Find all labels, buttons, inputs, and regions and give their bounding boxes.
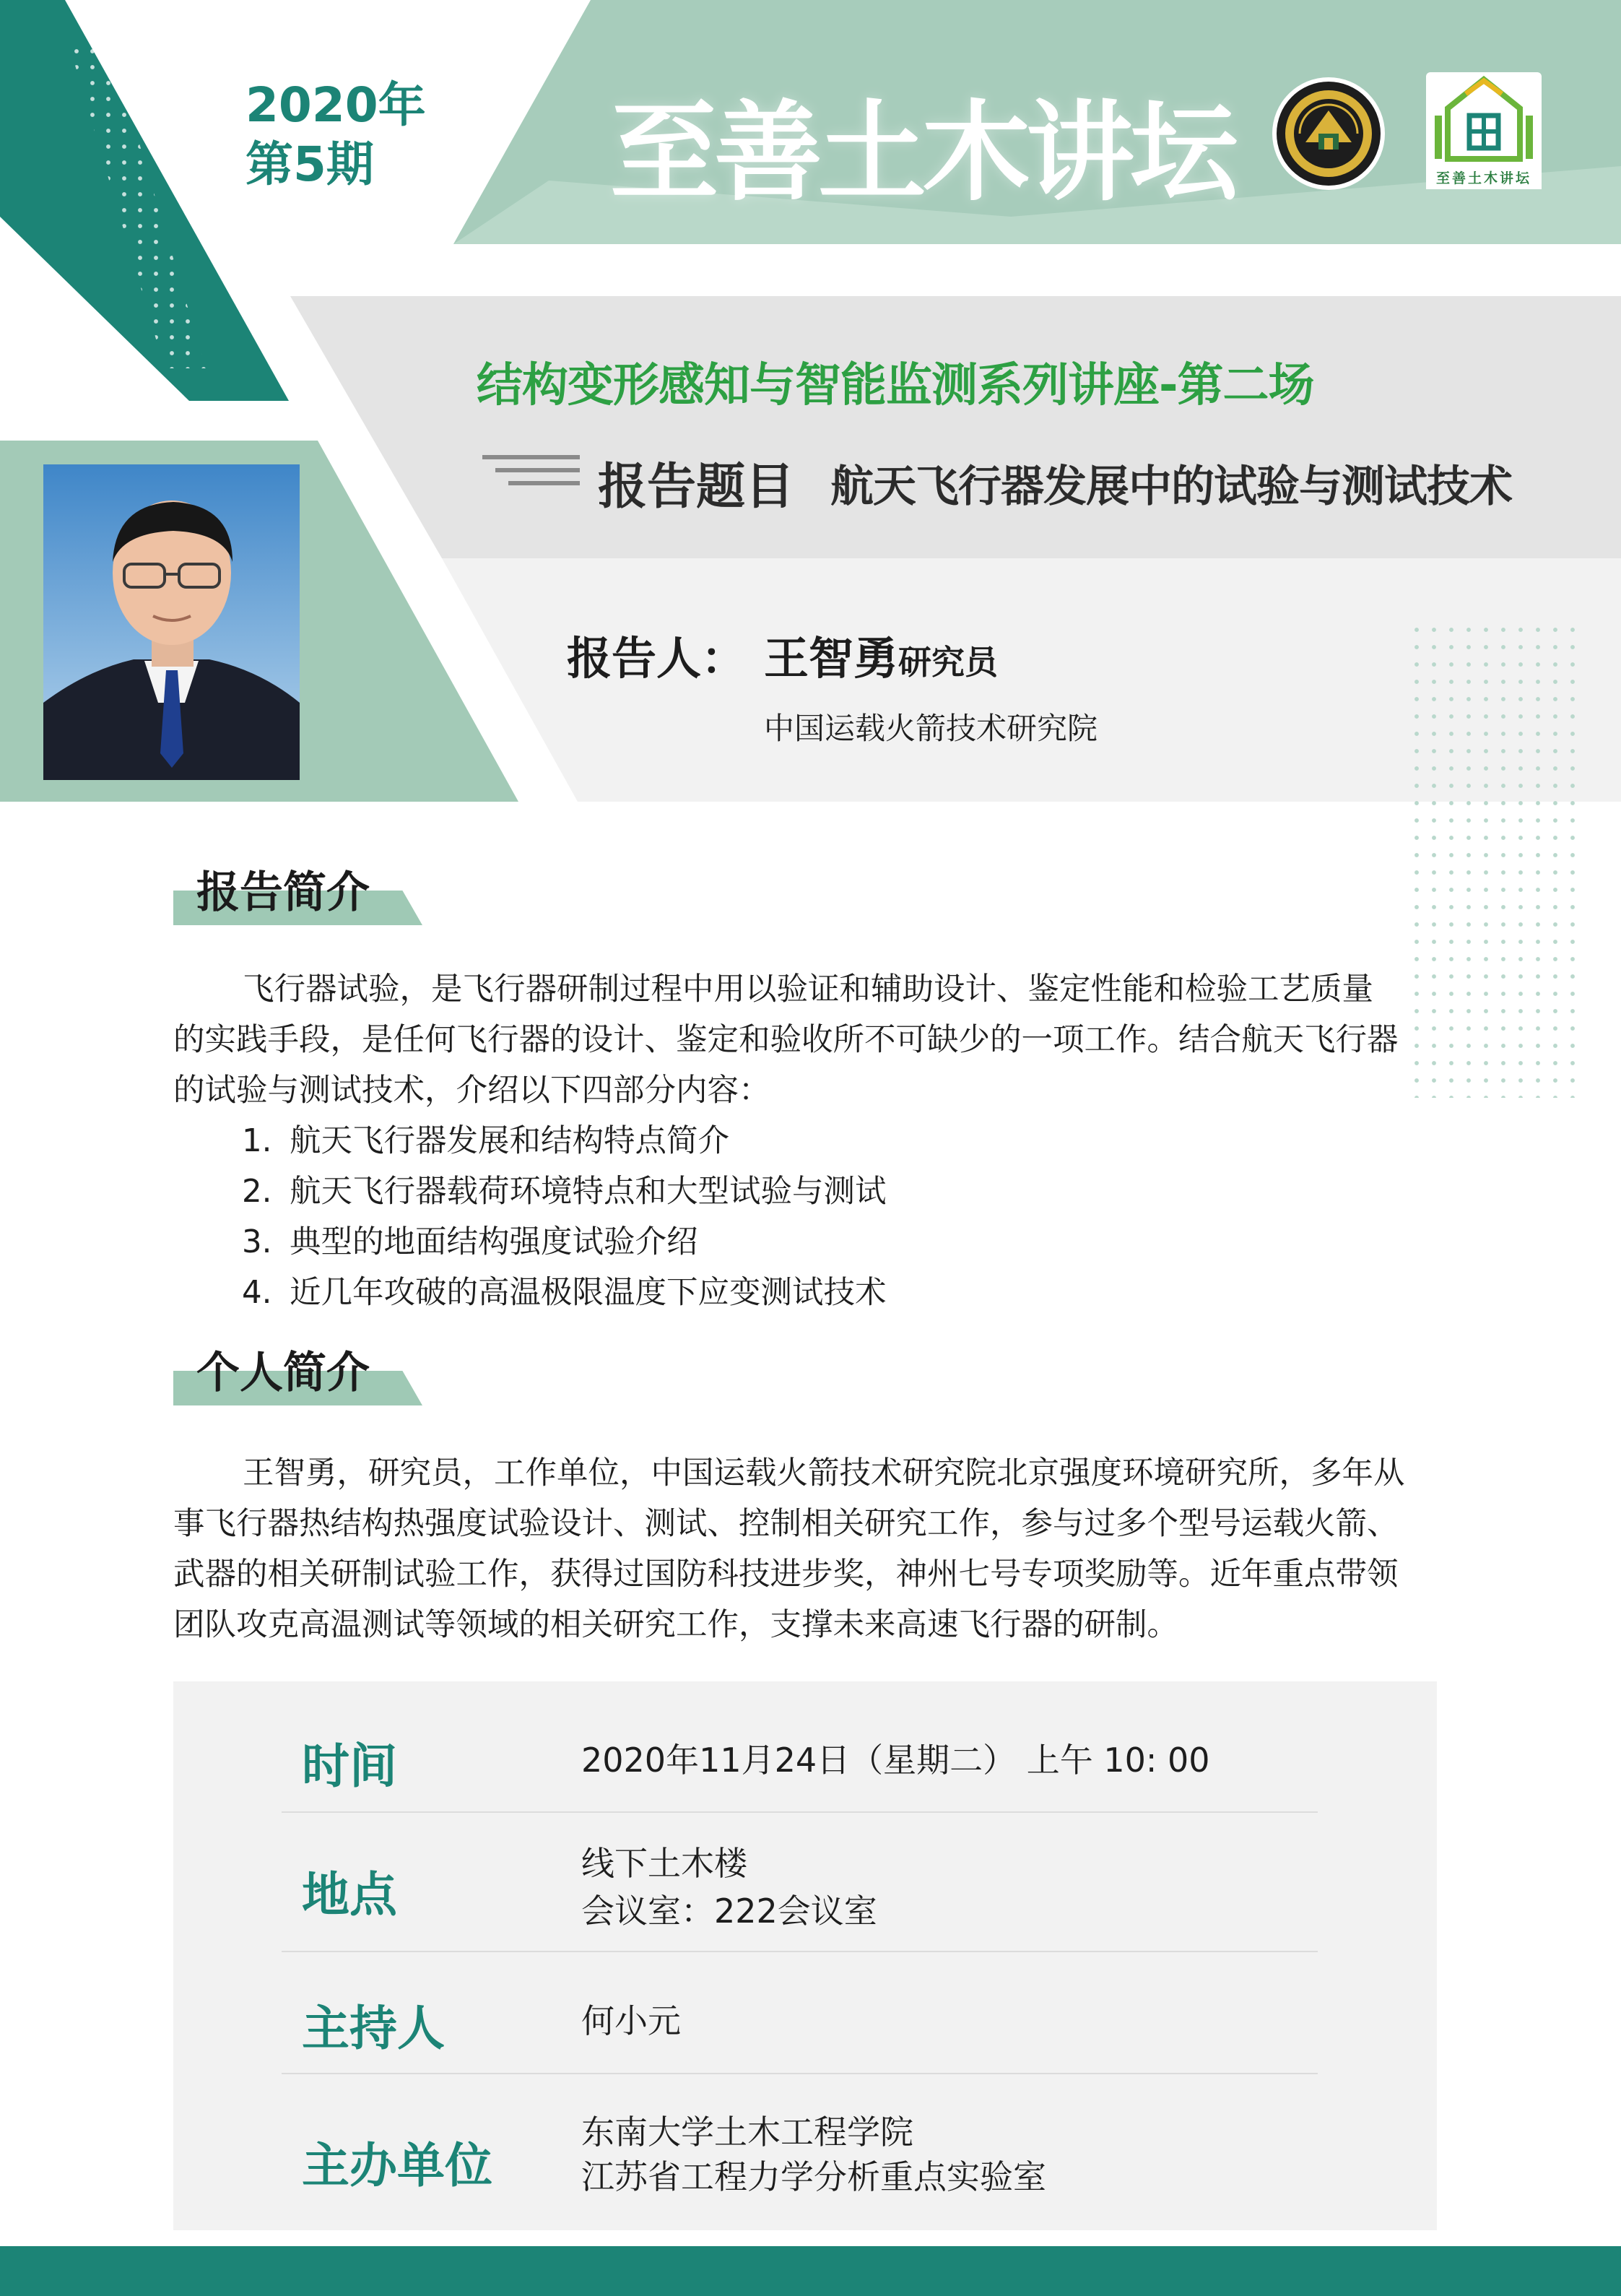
speaker-photo xyxy=(43,464,300,780)
report-topic: 航天飞行器发展中的试验与测试技术 xyxy=(830,462,1512,512)
abstract-body xyxy=(173,964,1404,1116)
organizer-line-2: 江苏省工程力学分析重点实验室 xyxy=(581,2157,1046,2196)
organizer-line-1: 东南大学土木工程学院 xyxy=(581,2113,913,2152)
place-line-2: 会议室：222会议室 xyxy=(581,1892,877,1931)
university-seal-icon xyxy=(1271,76,1386,191)
speaker-name-line xyxy=(764,623,998,687)
abstract-paragraph: 飞行器试验，是飞行器研制过程中用以验证和辅助设计、鉴定性能和检验工艺质量的实践手段，是任何飞行器的设计、鉴定和验收所不可缺少的一项工作。结合航天飞行器的试验与测试技术，介绍以下四部分内容： xyxy=(173,971,1399,1109)
building-icon xyxy=(1426,72,1542,173)
abstract-heading: 报告简介 xyxy=(196,867,370,918)
divider xyxy=(282,2073,1318,2074)
banner-title: 至善土木讲坛 xyxy=(610,90,1235,216)
bio-paragraph: 王智勇，研究员，工作单位，中国运载火箭技术研究院北京强度环境研究所，多年从事飞行器热结构热强度试验设计、测试、控制相关研究工作，参与过多个型号运载火箭、武器的相关研制试验工作，获得过国防科技进步奖，神州七号专项奖励等。近年重点带领团队攻克高温测试等领域的相关研究工作，支撑未来高速飞行器的研制。 xyxy=(173,1455,1405,1643)
divider xyxy=(282,1951,1318,1952)
list-item: 3. 典型的地面结构强度试验介绍 xyxy=(242,1224,698,1260)
bio-heading: 个人简介 xyxy=(196,1348,370,1398)
abstract-list xyxy=(242,1116,887,1318)
logo-caption: 至善土木讲坛 xyxy=(1426,168,1542,189)
series-title: 结构变形感知与智能监测系列讲座-第二场 xyxy=(477,359,1314,412)
title-band xyxy=(290,296,1621,558)
bio-heading-block xyxy=(173,1338,426,1414)
issue-label xyxy=(245,76,426,194)
speaker-title: 研究员 xyxy=(898,643,999,682)
bottom-strip xyxy=(0,2246,1621,2296)
time-value: 2020年11月24日（星期二） 上午 10: 00 xyxy=(581,1741,1210,1780)
stripes-icon xyxy=(482,452,580,495)
dot-pattern-right xyxy=(1408,621,1581,1098)
place-label: 地点 xyxy=(302,1867,397,1923)
speaker-label: 报告人： xyxy=(567,632,747,685)
list-item: 1. 航天飞行器发展和结构特点简介 xyxy=(242,1123,729,1159)
bio-body xyxy=(173,1448,1422,1650)
speaker-organization: 中国运载火箭技术研究院 xyxy=(764,711,1098,746)
issue-number: 第5期 xyxy=(245,137,374,192)
report-topic-label: 报告题目 xyxy=(598,459,795,516)
list-item: 2. 航天飞行器载荷环境特点和大型试验与测试 xyxy=(242,1174,887,1210)
speaker-name: 王智勇 xyxy=(764,632,899,685)
list-item: 4. 近几年攻破的高温极限温度下应变测试技术 xyxy=(242,1275,887,1311)
abstract-heading-block xyxy=(173,858,426,934)
divider xyxy=(282,1811,1318,1813)
host-value: 何小元 xyxy=(581,2001,681,2040)
place-line-1: 线下土木楼 xyxy=(581,1844,747,1883)
host-label: 主持人 xyxy=(302,2001,445,2056)
issue-year: 2020年 xyxy=(245,77,426,133)
forum-logo xyxy=(1426,72,1542,191)
time-label: 时间 xyxy=(302,1738,397,1794)
organizer-label: 主办单位 xyxy=(302,2138,492,2193)
